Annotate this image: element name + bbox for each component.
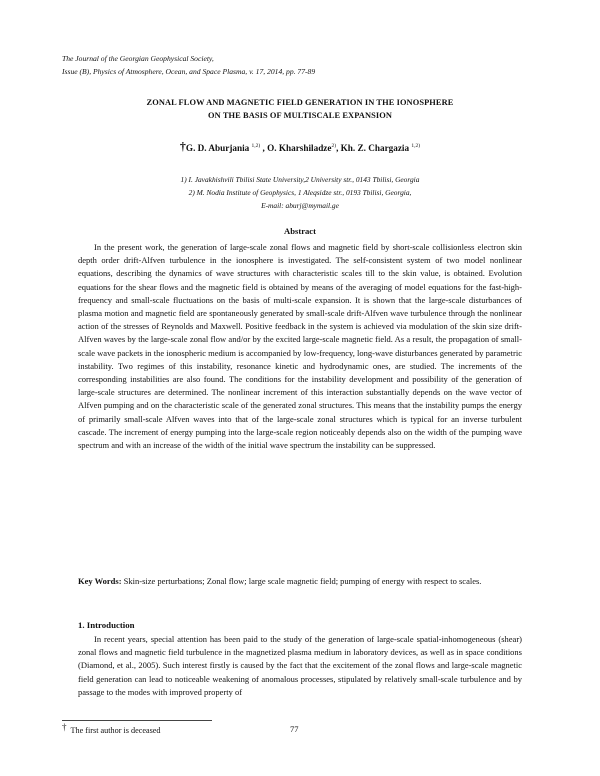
journal-line-2: Issue (B), Physics of Atmosphere, Ocean, and Space Plasma, v. 17, 2014, pp. 77-89 (62, 67, 316, 76)
journal-line-1: The Journal of the Georgian Geophysical Society, (62, 54, 214, 63)
affiliations (62, 173, 538, 212)
deceased-dagger: † (179, 139, 186, 153)
author-separator: , (260, 143, 268, 153)
introduction-text: In recent years, special attention has been paid to the study of the generation of large-scale spatial-inhomogeneous (shear) zonal flows and magnetic field turbulence in the magnetized plasma medium in laboratory devices, as well as in space conditions (Diamond, et al., 2005). Such interest firstly is caused by the fact that the excitement of the zonal flows and large-scale magnetic field generation can lead to noticeable weakening of anomalous processes, stipulated by relatively small-scale turbulence and by passage to the modes with improved property of (78, 634, 522, 697)
keywords (78, 575, 522, 588)
abstract-heading: Abstract (284, 226, 316, 236)
author-affiliation-mark: 2) (331, 142, 337, 149)
footnote-text: The first author is deceased (70, 726, 161, 735)
affiliation-1: 1) I. Javakhishvili Tbilisi State University,2 University str., 0143 Tbilisi, Georgia (180, 175, 420, 184)
author-affiliation-mark: 1,2) (251, 142, 261, 149)
author-affiliation-mark: 1,2) (411, 142, 421, 149)
section-heading-introduction: 1. Introduction (78, 620, 135, 630)
abstract-text: In the present work, the generation of large-scale zonal flows and magnetic field by short-scale collisionless electron skin depth order drift-Alfven turbulence in the ionosphere is investigated. The self-consistent system of two model nonlinear equations, describing the dynamics of wave structures with characteristic scales till to the skin value, is obtained. Evolution equations for the shear flows and the magnetic field is obtained by means of the averaging of model equations for the fast-high-frequency and small-scale fluctuations on the basis of multi-scale expansion. It is shown that the large-scale disturbances of plasma motion and magnetic field are spontaneously generated by small-scale drift-Alfven wave turbulence through the nonlinear action of the stresses of Reynolds and Maxwell. Positive feedback in the system is achieved via modulation of the skin size drift-Alfven waves by the large-scale zonal flow and/or by the excited large-scale magnetic field. As a result, the propagation of small-scale wave packets in the ionospheric medium is accompanied by low-frequency, long-wave disturbances generated by parametric instability. Two regimes of this instability, resonance kinetic and hydrodynamic ones, are studied. The increments of the corresponding instabilities are also found. The conditions for the instability development and possibility of the generation of large-scale structures are determined. The nonlinear increment of this interaction substantially depends on the wave vector of Alfven pumping and on the characteristic scale of the generated zonal structures. This means that the instability pumps the energy of primarily small-scale Alfven waves into that of the large-scale zonal structures which is typical for an inverse turbulent cascade. The increment of energy pumping into the large-scale region noticeably depends also on the width of the pumping wave spectrum and with an increase of the width of the initial wave spectrum the instability can be suppressed. (78, 242, 522, 451)
author-separator: , (336, 143, 341, 153)
journal-citation (62, 52, 532, 78)
affiliation-2: 2) M. Nodia Institute of Geophysics, 1 Aleqsidze str., 0193 Tbilisi, Georgia, (188, 188, 412, 197)
keywords-text: Skin-size perturbations; Zonal flow; large scale magnetic field; pumping of energy with respect to scales. (121, 576, 482, 586)
author-name: Kh. Z. Chargazia (340, 143, 410, 153)
title-line-2: ON THE BASIS OF MULTISCALE EXPANSION (208, 111, 392, 120)
footnote-dagger: † (62, 722, 67, 732)
author-name: G. D. Aburjania (185, 143, 250, 153)
author-email: E-mail: aburj@mymail.ge (261, 201, 339, 210)
footnote-rule (62, 720, 212, 721)
author-list (62, 139, 538, 154)
author-name: O. Kharshiladze (267, 143, 332, 153)
keywords-label: Key Words: (78, 576, 122, 586)
paper-title (62, 96, 538, 122)
page-number: 77 (290, 724, 299, 734)
footnote (62, 722, 161, 735)
title-line-1: ZONAL FLOW AND MAGNETIC FIELD GENERATION IN THE IONOSPHERE (146, 98, 454, 107)
